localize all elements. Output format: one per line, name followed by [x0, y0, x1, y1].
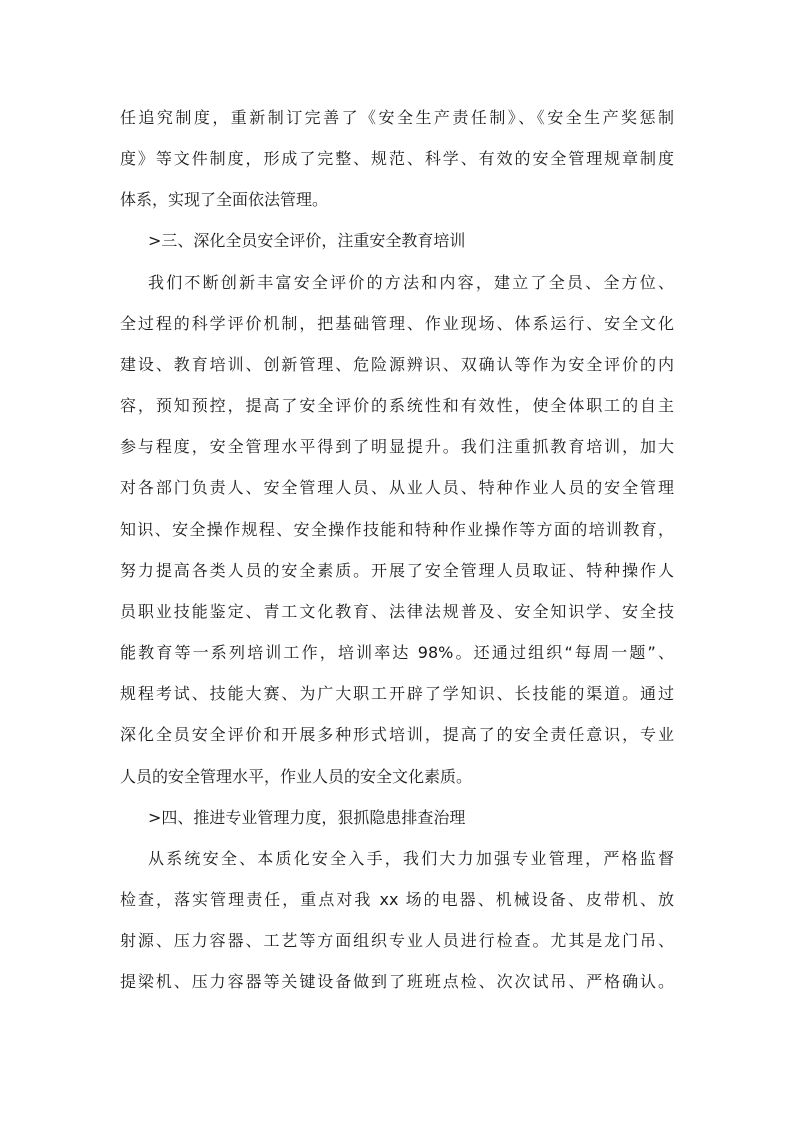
text-line: 我们不断创新丰富安全评价的方法和内容，建立了全员、全方位、 — [148, 273, 674, 292]
section-heading-4: >四、推进专业管理力度，狠抓隐患排查治理 — [148, 808, 466, 827]
text-line: 射源、压力容器、工艺等方面组织专业人员进行检查。尤其是龙门吊、 — [120, 931, 674, 950]
text-line: 提梁机、压力容器等关键设备做到了班班点检、次次试吊、严格确认。 — [120, 972, 674, 991]
section-heading-3: >三、深化全员安全评价，注重安全教育培训 — [148, 231, 466, 250]
text-line: 努力提高各类人员的安全素质。开展了安全管理人员取证、特种操作人 — [120, 561, 674, 580]
text-line: 从系统安全、本质化安全入手，我们大力加强专业管理，严格监督 — [148, 849, 674, 868]
text-line: 检查，落实管理责任，重点对我 xx 场的电器、机械设备、皮带机、放 — [120, 890, 674, 909]
text-line: 规程考试、技能大赛、为广大职工开辟了学知识、长技能的渠道。通过 — [120, 684, 674, 703]
text-line: 人员的安全管理水平，作业人员的安全文化素质。 — [120, 767, 473, 786]
text-line: 员职业技能鉴定、青工文化教育、法律法规普及、安全知识学、安全技 — [120, 602, 674, 621]
text-line: 深化全员安全评价和开展多种形式培训，提高了的安全责任意识，专业 — [120, 725, 674, 744]
text-line: 知识、安全操作规程、安全操作技能和特种作业操作等方面的培训教育， — [120, 520, 674, 539]
text-line: 能教育等一系列培训工作，培训率达 98%。还通过组织“每周一题”、 — [120, 643, 674, 662]
text-line: 度》等文件制度，形成了完整、规范、科学、有效的安全管理规章制度 — [120, 149, 674, 168]
text-line: 容，预知预控，提高了安全评价的系统性和有效性，使全体职工的自主 — [120, 396, 674, 415]
text-line: 参与程度，安全管理水平得到了明显提升。我们注重抓教育培训，加大 — [120, 437, 674, 456]
text-line: 任追究制度，重新制订完善了《安全生产责任制》、《安全生产奖惩制 — [120, 108, 674, 127]
text-line: 全过程的科学评价机制，把基础管理、作业现场、体系运行、安全文化 — [120, 314, 674, 333]
text-line: 建设、教育培训、创新管理、危险源辨识、双确认等作为安全评价的内 — [120, 355, 674, 374]
text-line: 对各部门负责人、安全管理人员、从业人员、特种作业人员的安全管理 — [120, 478, 674, 497]
text-line: 体系，实现了全面依法管理。 — [120, 190, 329, 209]
